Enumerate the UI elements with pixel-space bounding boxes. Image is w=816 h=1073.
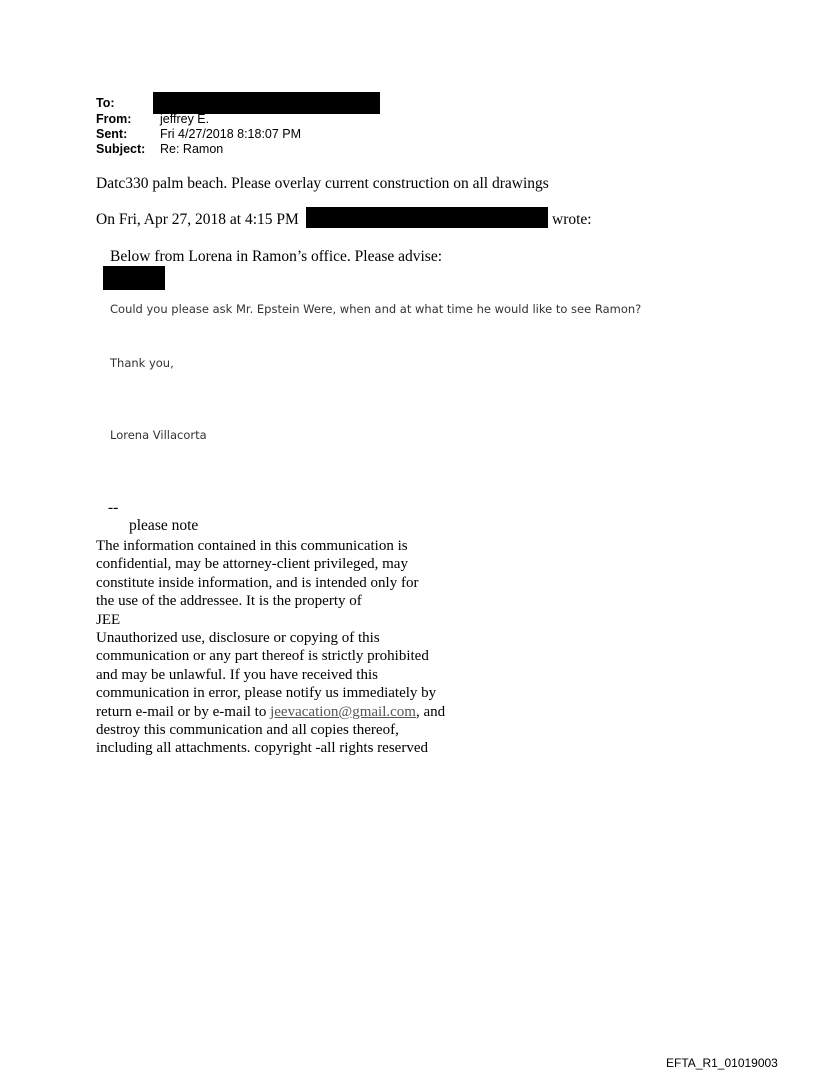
disclaimer-line: communication or any part thereof is strictly prohibited <box>96 648 429 665</box>
disclaimer-line: Unauthorized use, disclosure or copying of this <box>96 630 380 647</box>
to-row <box>96 96 160 111</box>
disclaimer-line: confidential, may be attorney-client privileged, may <box>96 556 408 573</box>
sent-row <box>96 127 301 142</box>
disclaimer-line: constitute inside information, and is intended only for <box>96 574 419 591</box>
disclaimer <box>96 537 445 758</box>
return-suffix: , and <box>415 703 446 720</box>
inline-redaction <box>103 266 165 290</box>
to-label: To: <box>96 96 115 110</box>
to-redaction <box>153 92 380 114</box>
disclaimer-line: The information contained in this communication is <box>96 538 408 554</box>
from-row <box>96 112 209 127</box>
disclaimer-line: the use of the addressee. It is the property of <box>96 593 362 610</box>
subject-value: Re: Ramon <box>160 142 224 156</box>
sender-redaction <box>306 207 548 228</box>
subject-label: Subject: <box>96 142 146 156</box>
quote-intro-end: wrote: <box>552 211 592 228</box>
disclaimer-line: communication in error, please notify us immediately by <box>96 685 437 702</box>
note-heading: please note <box>129 517 199 534</box>
bates-number: EFTA_R1_01019003 <box>666 1056 778 1070</box>
disclaimer-line: and may be unlawful. If you have received this <box>96 666 378 683</box>
disclaimer-line: destroy this communication and all copies thereof, <box>96 722 399 739</box>
subject-row <box>96 142 223 157</box>
quote-intro: On Fri, Apr 27, 2018 at 4:15 PM <box>96 211 299 228</box>
signature-dashes: -- <box>108 499 119 516</box>
disclaimer-line: JEE <box>96 611 121 628</box>
disclaimer-line-email <box>96 703 445 721</box>
quoted-signature: Lorena Villacorta <box>110 428 207 442</box>
sent-label: Sent: <box>96 127 128 141</box>
disclaimer-line: including all attachments. copyright -all rights reserved <box>96 740 428 757</box>
from-value: jeffrey E. <box>160 112 210 126</box>
from-label: From: <box>96 112 132 126</box>
forward-line: Below from Lorena in Ramon’s office. Please advise: <box>110 248 443 265</box>
email-link[interactable]: jeevacation@gmail.com <box>270 703 416 720</box>
quoted-thanks: Thank you, <box>110 356 174 370</box>
sent-value: Fri 4/27/2018 8:18:07 PM <box>160 127 302 141</box>
quoted-question: Could you please ask Mr. Epstein Were, when and at what time he would like to see Ramon? <box>110 302 642 316</box>
return-prefix: return e-mail or by e-mail to <box>96 703 271 720</box>
reply-text: Datc330 palm beach. Please overlay current construction on all drawings <box>96 175 549 192</box>
